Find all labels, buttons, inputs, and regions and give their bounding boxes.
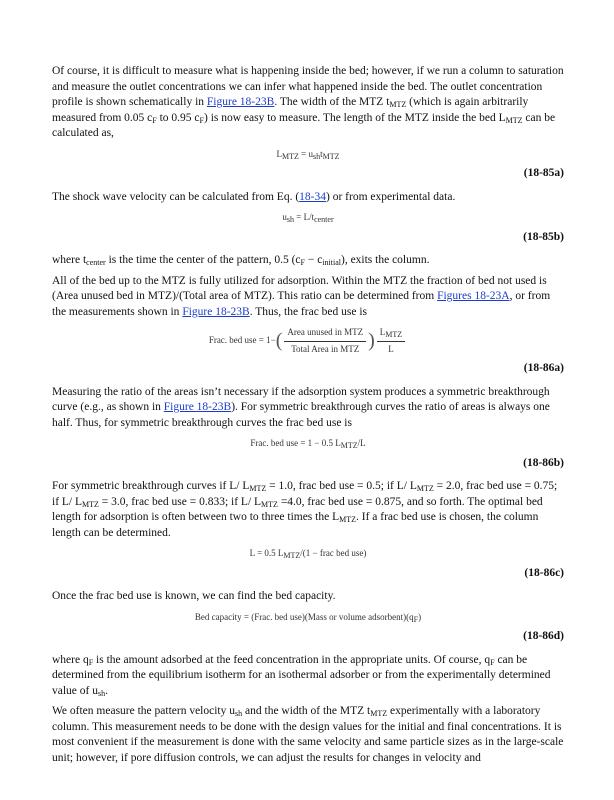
paragraph-mtz-intro: Of course, it is difficult to measure what is happening inside the bed; however, if we run a column to saturation and measure the outlet concentrations we can infer what happened inside the bed. The outlet concentration profile is shown schematically in Figure 18-23B. The width of the MTZ $t_{MTZ}$ (which is again arbitrarily measured from 0.05 $c_F$ to 0.95 $c_F$) is now easy to measure. The length of the MTZ inside the bed $L_{MTZ}$ can be calculated as, — [52, 65, 564, 139]
equation-18-86c: L = 0.5 $L_{MTZ}/(1$ − frac bed use) — [249, 548, 367, 560]
paragraph-symmetric-curve: Measuring the ratio of the areas isn’t necessary if the adsorption system produces a symmetric breakthrough curve (e.g., as shown in Figure 18-23B). For symmetric breakthrough curves the ratio of areas is always one half. Thus, for symmetric breakthrough curves the frac bed use is — [52, 385, 550, 429]
equation-18-86b: Frac. bed use = 1 − 0.5 $L_{MTZ}/L$ — [250, 438, 366, 450]
paragraph-bed-capacity: Once the frac bed use is known, we can find the bed capacity. — [52, 590, 336, 602]
equation-number: (18-86b) — [523, 456, 564, 469]
equation-number: (18-86a) — [523, 362, 564, 374]
document-page — [52, 64, 564, 771]
paragraph-lab-measurement: We often measure the pattern velocity $u_{sh}$ and the width of the MTZ $t_{MTZ}$ experimentally with a laboratory column. This measurement needs to be done with the design values for the initial and final concentrations. It is most convenient if the measurement is done with the same velocity and same particle sizes as in the large-scale unit; however, if pore diffusion controls, we can adjust the results for changes in velocity and — [52, 705, 564, 764]
equation-18-86d: Bed capacity = (Frac. bed use)(Mass or volume $adsorbent)(q_F)$ — [194, 611, 422, 624]
equation-18-85b: $u_{sh} = L/t_{center}$ — [282, 212, 334, 224]
equation-number: (18-85a) — [523, 167, 564, 179]
paragraph-t-center: where $t_{center}$ is the time the center of the pattern, 0.5 $(c_F - c_{initial})$, exits the column. — [52, 254, 430, 267]
paragraph-qf-definition: where $q_F$ is the amount adsorbed at the feed concentration in the appropriate units. Of course, $q_F$ can be determined from the equilibrium isotherm for an isothermal adsorber or from the experimentally determined value of $u_{sh}$. — [52, 653, 551, 698]
paragraph-bed-utilization: All of the bed up to the MTZ is fully utilized for adsorption. Within the MTZ the fraction of bed not used is (Area unused bed in MTZ)/(Total area of MTZ). This ratio can be determined from Figures 18-23A, or from the measurements shown in Figure 18-23B. Thus, the frac bed use is — [52, 274, 551, 318]
equation-number: (18-86d) — [523, 630, 564, 642]
paragraph-frac-examples: For symmetric breakthrough curves if L/ $L_{MTZ} = 1.0$, frac bed use = 0.5; if L/ $L_{MTZ} = 2.0$, frac bed use = 0.75; if L/ $L_{MTZ} = 3.0$, frac bed use = 0.833; if L/ $L_{MTZ} =4.0$, frac bed use = 0.875, and so forth. The optimal bed length for adsorption is often between two to three times the $L_{MTZ}$. If a frac bed use is chosen, the column length can be determined. — [52, 480, 558, 539]
figure-18-23a-link[interactable]: Figures 18-23A — [437, 290, 510, 302]
paragraph-shock-velocity: The shock wave velocity can be calculated from Eq. (18-34) or from experimental data. — [52, 190, 456, 203]
equation-18-34-link[interactable]: 18-34 — [299, 190, 326, 203]
equation-18-86a: Frac. bed use = 1−( $\frac{\text{Area unused in MTZ}}{\text{Total Area in MTZ}}$ ) $\frac{L_{MTZ}}{L}$ — [52, 325, 564, 357]
figure-18-23b-link[interactable]: Figure 18-23B — [206, 96, 275, 108]
equation-number: (18-85b) — [523, 230, 564, 243]
equation-number: (18-86c) — [524, 566, 564, 579]
equation-18-85a: $L_{MTZ} = u_{sh}t_{MTZ}$ — [276, 148, 340, 161]
figure-18-23b-link[interactable]: Figure 18-23B — [163, 401, 232, 413]
figure-18-23b-link[interactable]: Figure 18-23B — [182, 305, 250, 318]
